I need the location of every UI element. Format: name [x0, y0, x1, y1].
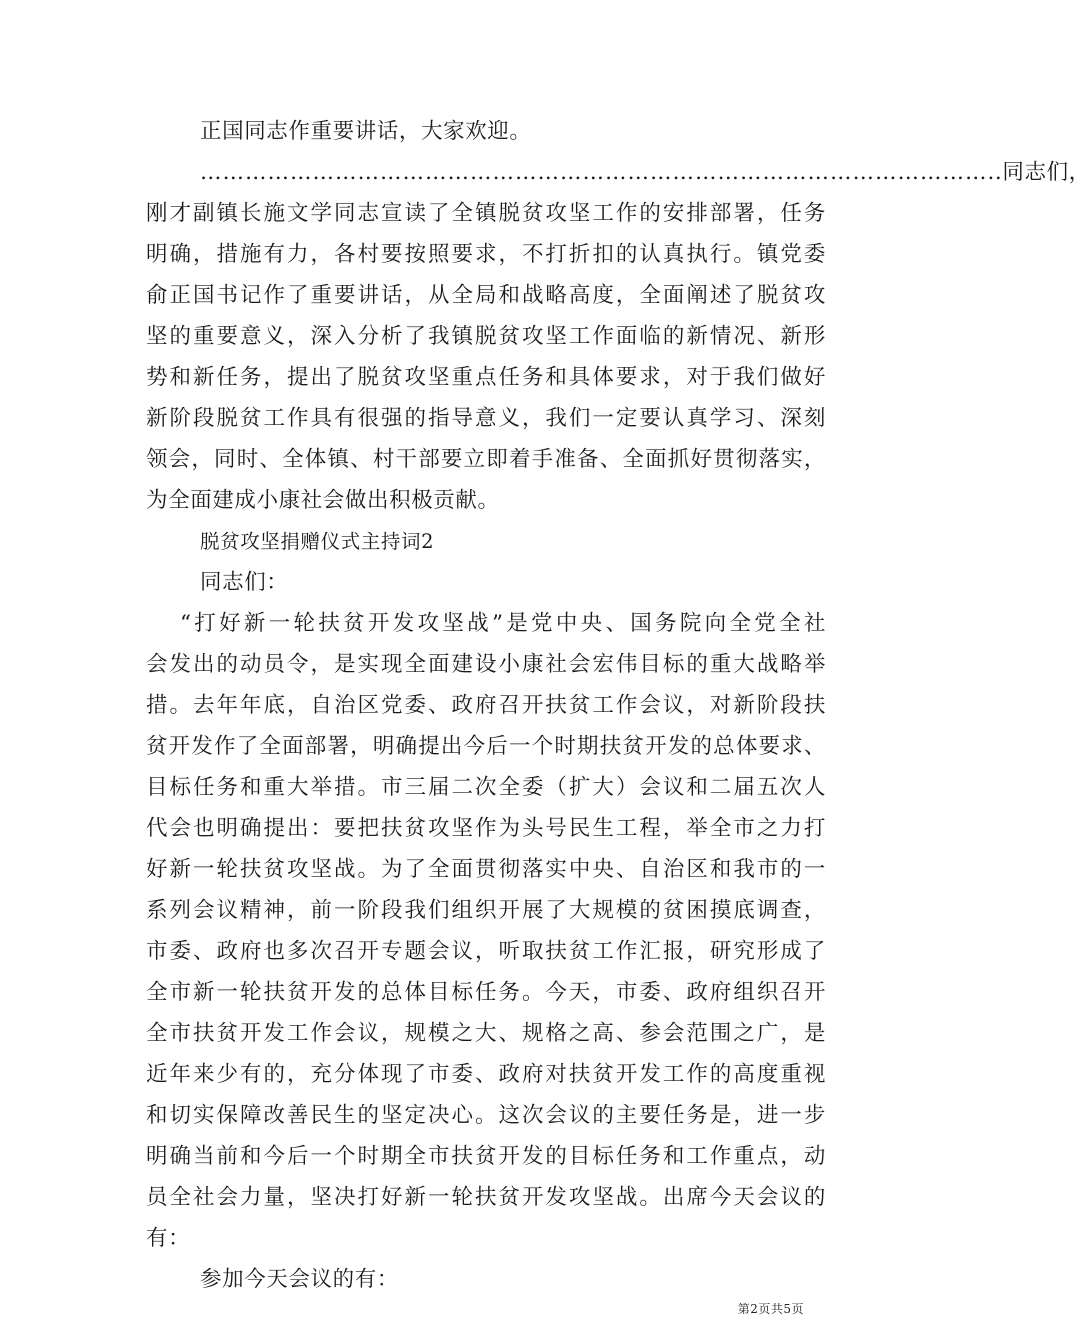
para2-line: 市委、政府也多次召开专题会议，听取扶贫工作汇报，研究形成了	[146, 939, 826, 964]
para2-line: 明确当前和今后一个时期全市扶贫开发的目标任务和工作重点，动	[146, 1144, 826, 1169]
para2-line: 有：	[146, 1226, 191, 1251]
section-title: 脱贫攻坚捐赠仪式主持词2	[200, 530, 435, 553]
para1-line: 坚的重要意义，深入分析了我镇脱贫攻坚工作面临的新情况、新形	[146, 324, 826, 349]
para2-line: 贫开发作了全面部署，明确提出今后一个时期扶贫开发的总体要求、	[146, 734, 826, 759]
closing-line: 参加今天会议的有：	[200, 1267, 399, 1292]
para2-line: 会发出的动员令，是实现全面建设小康社会宏伟目标的重大战略举	[146, 652, 826, 677]
para1-line: 领会，同时、全体镇、村干部要立即着手准备、全面抓好贯彻落实，	[146, 447, 826, 472]
para1-line: 刚才副镇长施文学同志宣读了全镇脱贫攻坚工作的安排部署，任务	[146, 201, 826, 226]
para2-line: 和切实保障改善民生的坚定决心。这次会议的主要任务是，进一步	[146, 1103, 826, 1128]
para2-first-line: “打好新一轮扶贫开发攻坚战”是党中央、国务院向全党全社	[180, 611, 826, 636]
salutation: 同志们：	[200, 570, 289, 595]
para1-line: 新阶段脱贫工作具有很强的指导意义，我们一定要认真学习、深刻	[146, 406, 826, 431]
dot-leader: ……………………………………………………………………………………………	[200, 160, 988, 185]
para2-line: 措。去年年底，自治区党委、政府召开扶贫工作会议，对新阶段扶	[146, 693, 826, 718]
dots-tail: ..同志们，	[987, 160, 1091, 185]
para2-line: 代会也明确提出：要把扶贫攻坚作为头号民生工程，举全市之力打	[146, 816, 826, 841]
para2-line: 系列会议精神，前一阶段我们组织开展了大规模的贫困摸底调查，	[146, 898, 826, 923]
dots-line	[200, 153, 1091, 193]
para1-line: 俞正国书记作了重要讲话，从全局和战略高度，全面阐述了脱贫攻	[146, 283, 826, 308]
para2-line: 全市新一轮扶贫开发的总体目标任务。今天，市委、政府组织召开	[146, 980, 826, 1005]
para1-line: 为全面建成小康社会做出积极贡献。	[146, 488, 500, 513]
para2-line: 近年来少有的，充分体现了市委、政府对扶贫开发工作的高度重视	[146, 1062, 826, 1087]
para2-line: 好新一轮扶贫攻坚战。为了全面贯彻落实中央、自治区和我市的一	[146, 857, 826, 882]
para1-line: 势和新任务，提出了脱贫攻坚重点任务和具体要求，对于我们做好	[146, 365, 826, 390]
para2-line: 目标任务和重大举措。市三届二次全委（扩大）会议和二届五次人	[146, 775, 826, 800]
opening-line: 正国同志作重要讲话，大家欢迎。	[200, 119, 532, 144]
para2-line: 员全社会力量，坚决打好新一轮扶贫开发攻坚战。出席今天会议的	[146, 1185, 826, 1210]
page-number: 第2页共5页	[737, 1302, 804, 1316]
para2-line: 全市扶贫开发工作会议，规模之大、规格之高、参会范围之广，是	[146, 1021, 826, 1046]
para1-line: 明确，措施有力，各村要按照要求，不打折扣的认真执行。镇党委	[146, 242, 826, 267]
